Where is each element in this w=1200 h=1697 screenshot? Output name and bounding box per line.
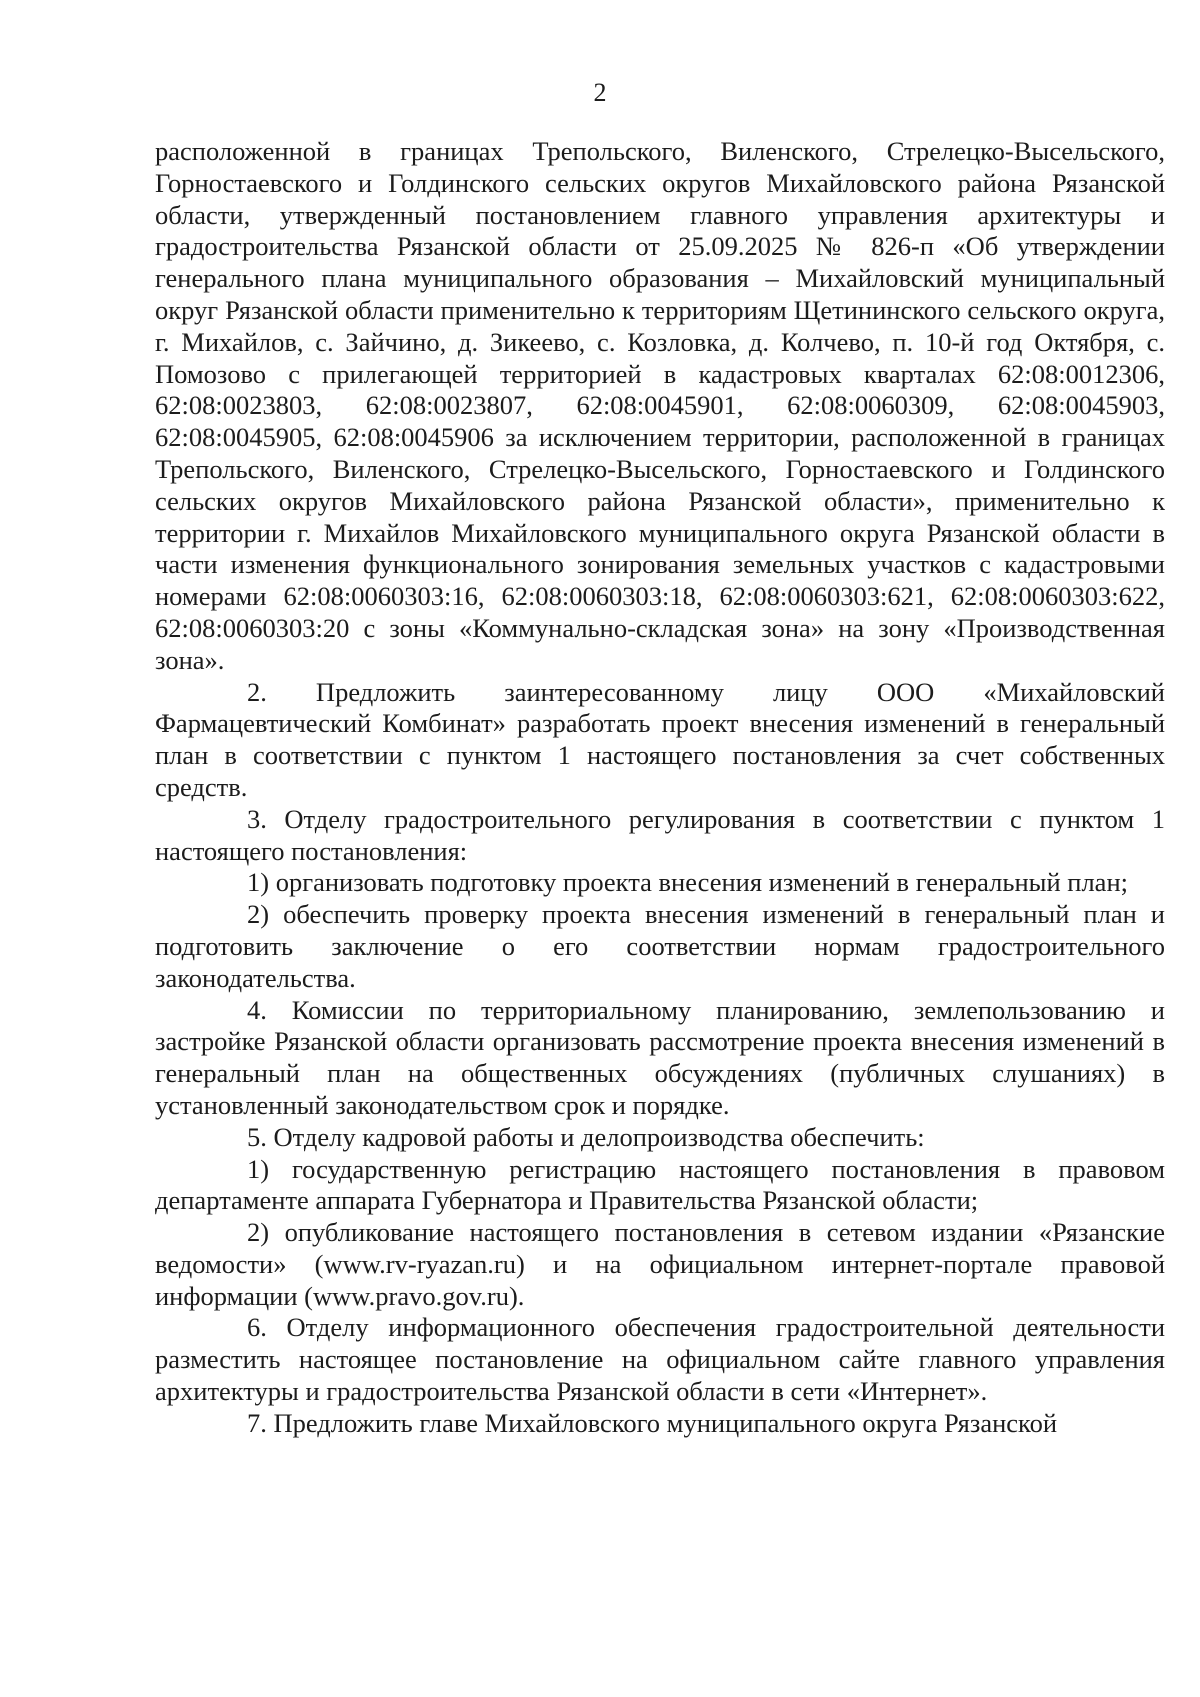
paragraph-5-item-1: 1) государственную регистрацию настоящего постановления в правовом департаменте аппарата Губернатора и Правительства Рязанской области; [155,1153,1165,1216]
paragraph-5: 5. Отделу кадровой работы и делопроизводства обеспечить: [247,1121,925,1152]
paragraph-1-continuation: расположенной в границах Трепольского, Виленского, Стрелецко-Высельского, Горностаевского и Голдинского сельских округов Михайловского района Рязанской области, утвержденный постановлением главного управления архитектуры и градостроительства Рязанской области от 25.09.2025 № 826-п «Об утверждении генерального плана муниципального образования – Михайловский муниципальный округ Рязанской области применительно к территориям Щетининского сельского округа, г. Михайлов, с. Зайчино, д. Зикеево, с. Козловка, д. Колчево, п. 10-й год Октября, с. Помозово с прилегающей территорией в кадастровых кварталах 62:08:0012306, 62:08:0023803, 62:08:0023807, 62:08:0045901, 62:08:0060309, 62:08:0045903, 62:08:0045905, 62:08:0045906 за исключением территории, расположенной в границах Трепольского, Виленского, Стрелецко-Высельского, Горностаевского и Голдинского сельских округов Михайловского района Рязанской области», применительно к территории г. Михайлов Михайловского муниципального округа Рязанской области в части изменения функционального зонирования земельных участков с кадастровыми номерами 62:08:0060303:16, 62:08:0060303:18, 62:08:0060303:621, 62:08:0060303:622, 62:08:0060303:20 с зоны «Коммунально-складская зона» на зону «Производственная зона». [155,136,1165,675]
paragraph-3-item-2: 2) обеспечить проверку проекта внесения изменений в генеральный план и подготовить заключение о его соответствии нормам градостроительного законодательства. [155,899,1165,993]
paragraph-2: 2. Предложить заинтересованному лицу ООО «Михайловский Фармацевтический Комбинат» разработать проект внесения изменений в генеральный план в соответствии с пунктом 1 настоящего постановления за счет собственных средств. [155,676,1165,802]
paragraph-4: 4. Комиссии по территориальному планированию, землепользованию и застройке Рязанской области организовать рассмотрение проекта внесения изменений в генеральный план на общественных обсуждениях (публичных слушаниях) в установленный законодательством срок и порядке. [155,994,1165,1120]
paragraph-3: 3. Отделу градостроительного регулирования в соответствии с пунктом 1 настоящего постановления: [155,803,1165,866]
paragraph-6: 6. Отделу информационного обеспечения градостроительной деятельности разместить настоящее постановление на официальном сайте главного управления архитектуры и градостроительства Рязанской области в сети «Интернет». [155,1312,1165,1407]
paragraph-5-item-2: 2) опубликование настоящего постановления в сетевом издании «Рязанские ведомости» (www.rv-ryazan.ru) и на официальном интернет-портале правовой информации (www.pravo.gov.ru). [155,1217,1165,1311]
paragraph-3-item-1: 1) организовать подготовку проекта внесения изменений в генеральный план; [247,867,1128,898]
page-number: 2 [593,78,607,107]
document-body [155,136,1165,1440]
paragraph-7: 7. Предложить главе Михайловского муниципального округа Рязанской [247,1407,1058,1438]
